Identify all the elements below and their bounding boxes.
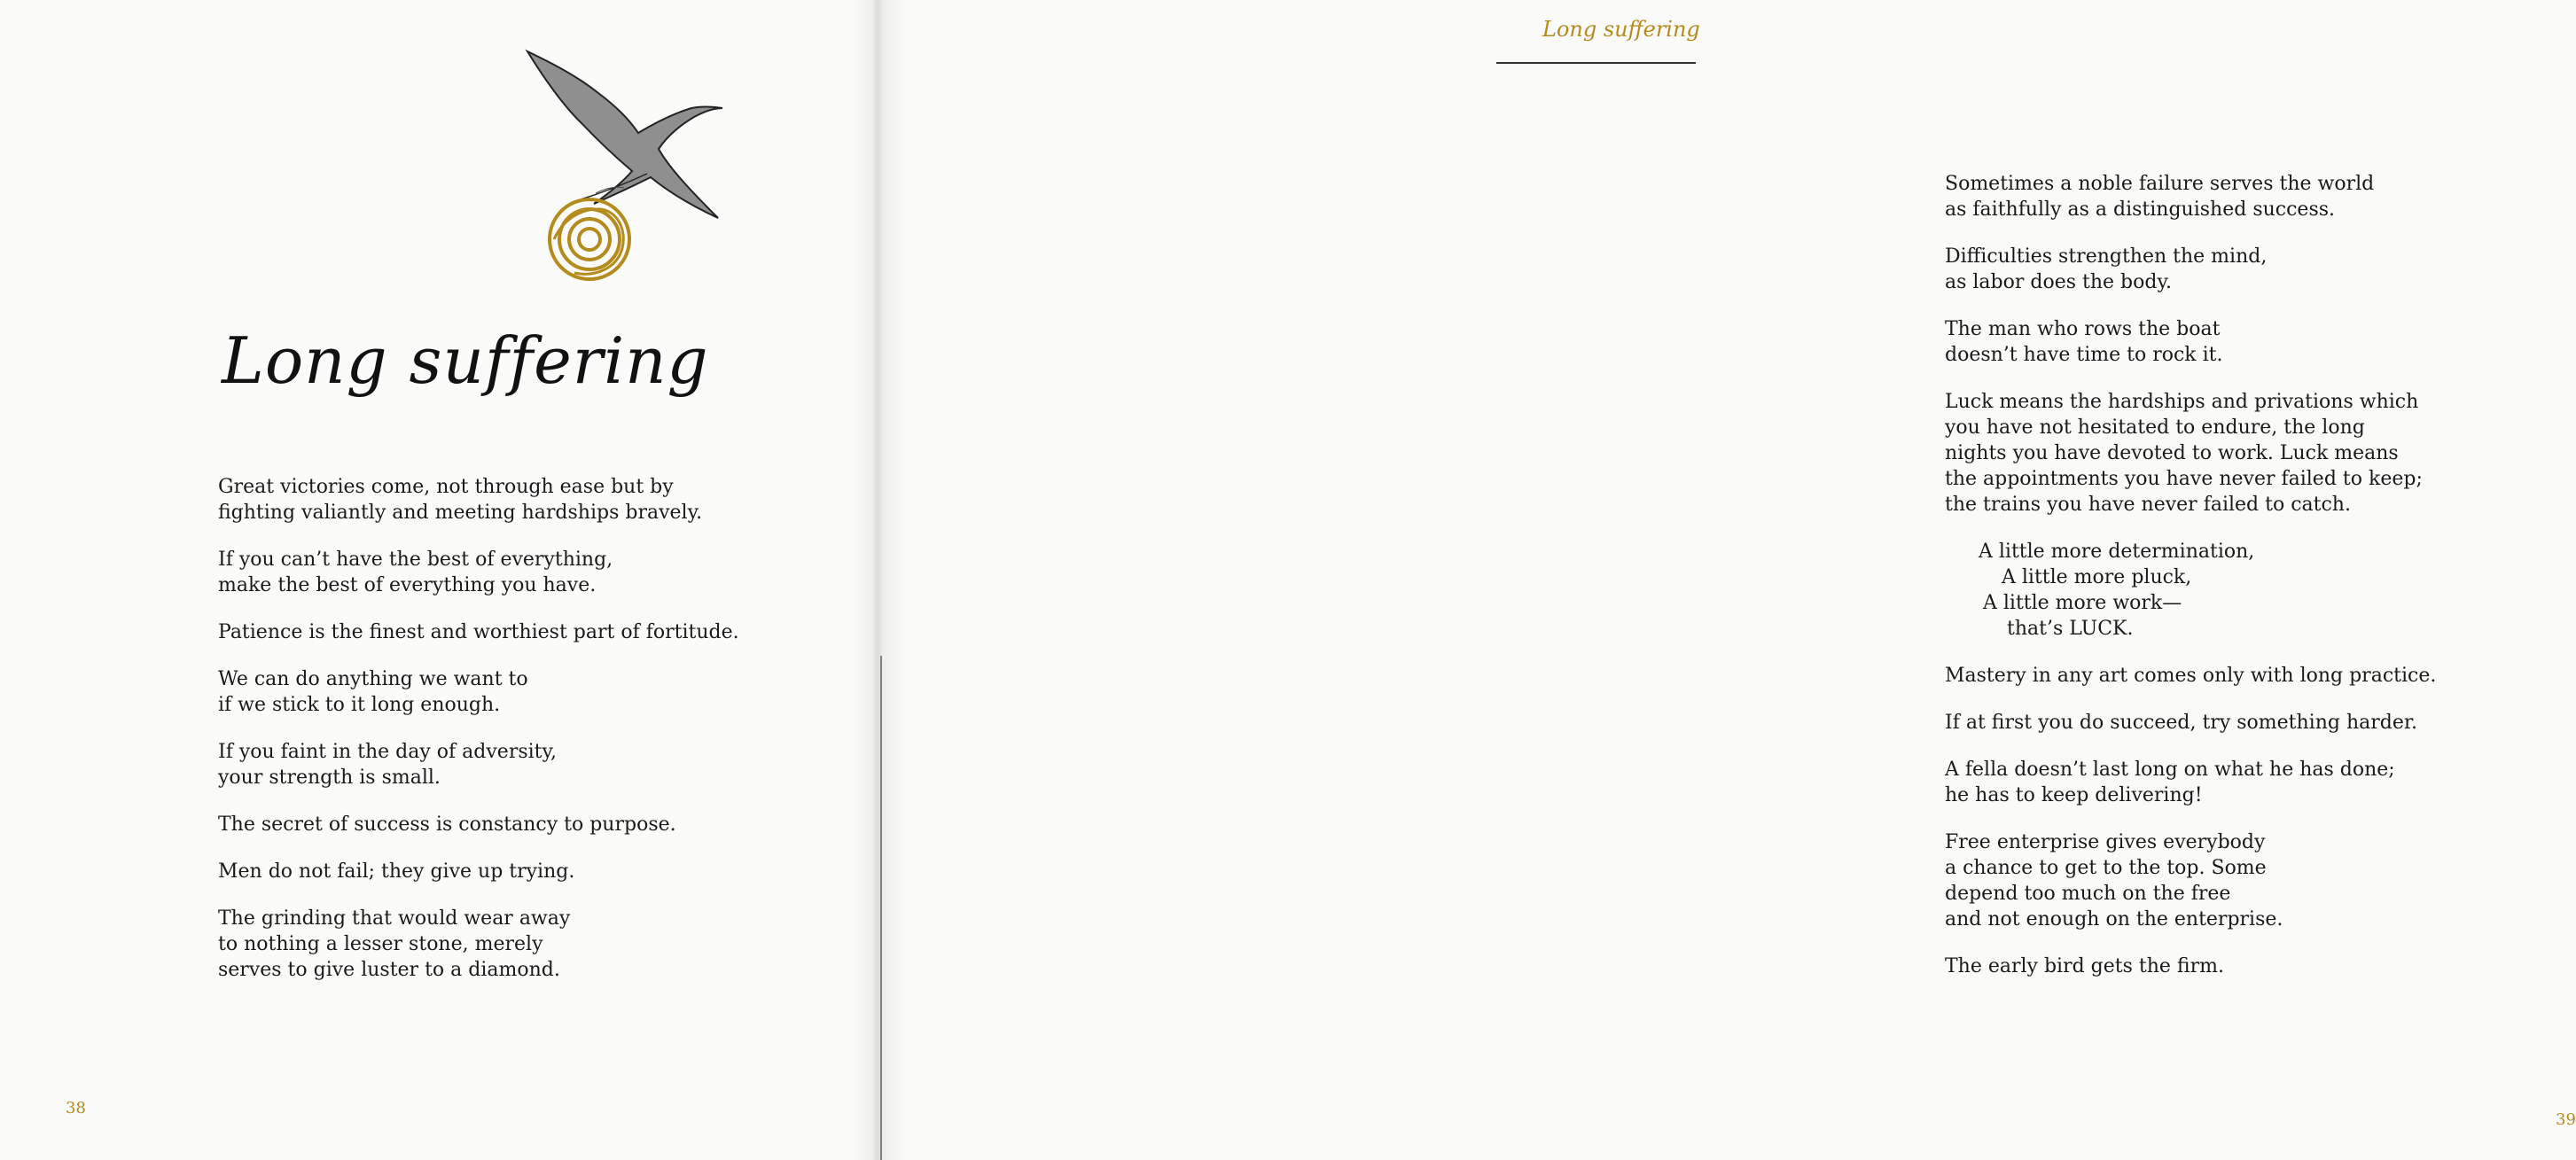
- poem-line: A little more work—: [1983, 592, 2182, 614]
- text-line: as faithfully as a distinguished success.: [1945, 199, 2336, 221]
- text-line: Luck means the hardships and privations which: [1945, 391, 2419, 413]
- gold-scribble-sun-icon: [550, 199, 629, 279]
- text-line: as labor does the body.: [1945, 271, 2172, 293]
- text-line: serves to give luster to a diamond.: [218, 959, 560, 981]
- poem: [1945, 539, 2441, 642]
- running-head: Long suffering: [1542, 17, 1700, 42]
- text-line: Great victories come, not through ease but by: [218, 476, 674, 498]
- text-line: The man who rows the boat: [1945, 318, 2221, 340]
- text-line: you have not hesitated to endure, the long: [1945, 417, 2365, 439]
- text-line: doesn’t have time to rock it.: [1945, 344, 2223, 366]
- paragraph: [218, 906, 785, 983]
- text-line: fighting valiantly and meeting hardships bravely.: [218, 502, 703, 524]
- paragraph: [1945, 663, 2441, 689]
- text-line: The grinding that would wear away: [218, 907, 571, 930]
- text-line: depend too much on the free: [1945, 883, 2231, 905]
- left-paragraphs: [218, 474, 785, 983]
- paragraph: [218, 474, 785, 526]
- text-line: nights you have devoted to work. Luck means: [1945, 442, 2399, 464]
- running-head-rule: [1496, 62, 1696, 64]
- right-text-block: [1945, 171, 2441, 1000]
- page-number-right: 39: [2556, 1110, 2576, 1129]
- paragraph: [1945, 244, 2441, 295]
- poem-line: A little more pluck,: [2002, 566, 2192, 588]
- paragraph: [218, 739, 785, 790]
- text-line: If you faint in the day of adversity,: [218, 741, 558, 763]
- paragraph: [1945, 316, 2441, 368]
- text-line: Sometimes a noble failure serves the world: [1945, 173, 2375, 195]
- text-line: Mastery in any art comes only with long practice.: [1945, 665, 2437, 687]
- paragraph: [1945, 710, 2441, 736]
- text-line: make the best of everything you have.: [218, 574, 597, 596]
- text-line: Difficulties strengthen the mind,: [1945, 245, 2268, 268]
- text-line: If at first you do succeed, try something harder.: [1945, 712, 2417, 734]
- text-line: a chance to get to the top. Some: [1945, 857, 2267, 879]
- text-line: Men do not fail; they give up trying.: [218, 860, 575, 883]
- text-line: We can do anything we want to: [218, 668, 528, 690]
- text-line: if we stick to it long enough.: [218, 694, 501, 716]
- text-line: If you can’t have the best of everything,: [218, 549, 613, 571]
- text-line: the appointments you have never failed to keep;: [1945, 468, 2423, 490]
- text-line: A fella doesn’t last long on what he has done;: [1945, 759, 2395, 781]
- paragraph: [218, 812, 785, 837]
- text-line: your strength is small.: [218, 767, 441, 789]
- text-line: Free enterprise gives everybody: [1945, 831, 2266, 853]
- paragraph: [1945, 171, 2441, 222]
- text-line: the trains you have never failed to catch.: [1945, 494, 2351, 516]
- text-line: Patience is the finest and worthiest part of fortitude.: [218, 621, 739, 643]
- text-line: The early bird gets the firm.: [1945, 955, 2224, 977]
- text-line: The secret of success is constancy to purpose.: [218, 814, 676, 836]
- poem-line: that’s LUCK.: [2007, 618, 2134, 640]
- right-paragraphs-after: [1945, 663, 2441, 979]
- text-line: to nothing a lesser stone, merely: [218, 933, 543, 955]
- chapter-title: Long suffering: [222, 323, 709, 398]
- page-number-left: 38: [66, 1099, 86, 1117]
- right-paragraphs-before: [1945, 171, 2441, 518]
- text-line: he has to keep delivering!: [1945, 784, 2203, 806]
- paragraph: [1945, 954, 2441, 979]
- text-line: and not enough on the enterprise.: [1945, 908, 2283, 930]
- left-text-block: [218, 474, 785, 1004]
- paragraph: [1945, 389, 2441, 518]
- book-gutter: [851, 0, 904, 1160]
- paragraph: [218, 859, 785, 884]
- paragraph: [218, 547, 785, 598]
- gutter-crease: [880, 656, 882, 1160]
- poem-line: A little more determination,: [1979, 541, 2255, 563]
- paragraph: [1945, 757, 2441, 808]
- bird-illustration: [514, 44, 780, 292]
- right-page: [878, 0, 2576, 1160]
- paragraph: [218, 619, 785, 645]
- left-page: [0, 0, 878, 1160]
- paragraph: [218, 666, 785, 718]
- bird-icon: [527, 51, 722, 218]
- paragraph: [1945, 829, 2441, 932]
